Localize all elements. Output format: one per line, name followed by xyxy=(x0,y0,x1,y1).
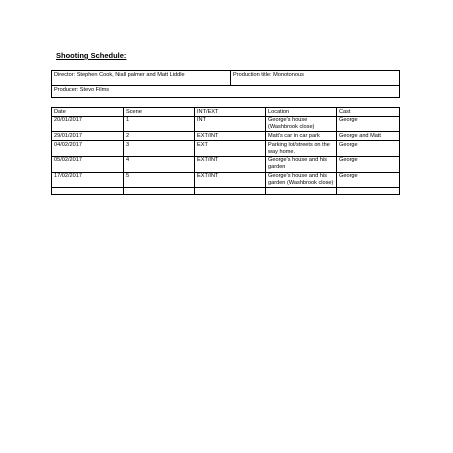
location-cell xyxy=(266,188,337,195)
cast-cell: George xyxy=(337,141,400,157)
production-info-table xyxy=(51,70,400,98)
cast-cell: George xyxy=(337,172,400,188)
header-location: Location xyxy=(266,108,337,117)
table-header-row xyxy=(52,108,400,117)
int-ext-cell: EXT xyxy=(195,141,266,157)
cast-cell: George xyxy=(337,116,400,132)
cast-cell xyxy=(337,188,400,195)
int-ext-cell: INT xyxy=(195,116,266,132)
location-cell: George's house and his garden (Washbrook close) xyxy=(266,172,337,188)
production-title-cell: Production title: Monotonous xyxy=(231,71,400,86)
table-row xyxy=(52,116,400,132)
info-row xyxy=(52,86,400,98)
scene-cell xyxy=(124,188,195,195)
int-ext-cell: EXT/INT xyxy=(195,172,266,188)
int-ext-cell: EXT/INT xyxy=(195,156,266,172)
scene-cell: 2 xyxy=(124,132,195,141)
page-title: Shooting Schedule: xyxy=(56,51,127,60)
int-ext-cell xyxy=(195,188,266,195)
table-row xyxy=(52,141,400,157)
header-cast: Cast xyxy=(337,108,400,117)
int-ext-cell: EXT/INT xyxy=(195,132,266,141)
location-cell: George's house and his garden xyxy=(266,156,337,172)
table-row xyxy=(52,132,400,141)
location-cell: George's house (Washbrook close) xyxy=(266,116,337,132)
table-row xyxy=(52,156,400,172)
shooting-schedule-table xyxy=(51,107,400,195)
scene-cell: 3 xyxy=(124,141,195,157)
location-cell: Matt's car in car park xyxy=(266,132,337,141)
date-cell: 05/02/2017 xyxy=(52,156,124,172)
director-cell: Director: Stephen Cook, Niall palmer and Matt Liddle xyxy=(52,71,231,86)
scene-cell: 4 xyxy=(124,156,195,172)
header-date: Date xyxy=(52,108,124,117)
info-row xyxy=(52,71,400,86)
cast-cell: George xyxy=(337,156,400,172)
date-cell: 29/01/2017 xyxy=(52,132,124,141)
date-cell: 04/02/2017 xyxy=(52,141,124,157)
producer-cell: Producer: Stevo Films xyxy=(52,86,400,98)
table-row xyxy=(52,172,400,188)
date-cell xyxy=(52,188,124,195)
date-cell: 17/02/2017 xyxy=(52,172,124,188)
date-cell: 20/01/2017 xyxy=(52,116,124,132)
scene-cell: 1 xyxy=(124,116,195,132)
table-row xyxy=(52,188,400,195)
cast-cell: George and Matt xyxy=(337,132,400,141)
location-cell: Parking lot/streets on the way home. xyxy=(266,141,337,157)
header-scene: Scene xyxy=(124,108,195,117)
scene-cell: 5 xyxy=(124,172,195,188)
header-int-ext: INT/EXT xyxy=(195,108,266,117)
